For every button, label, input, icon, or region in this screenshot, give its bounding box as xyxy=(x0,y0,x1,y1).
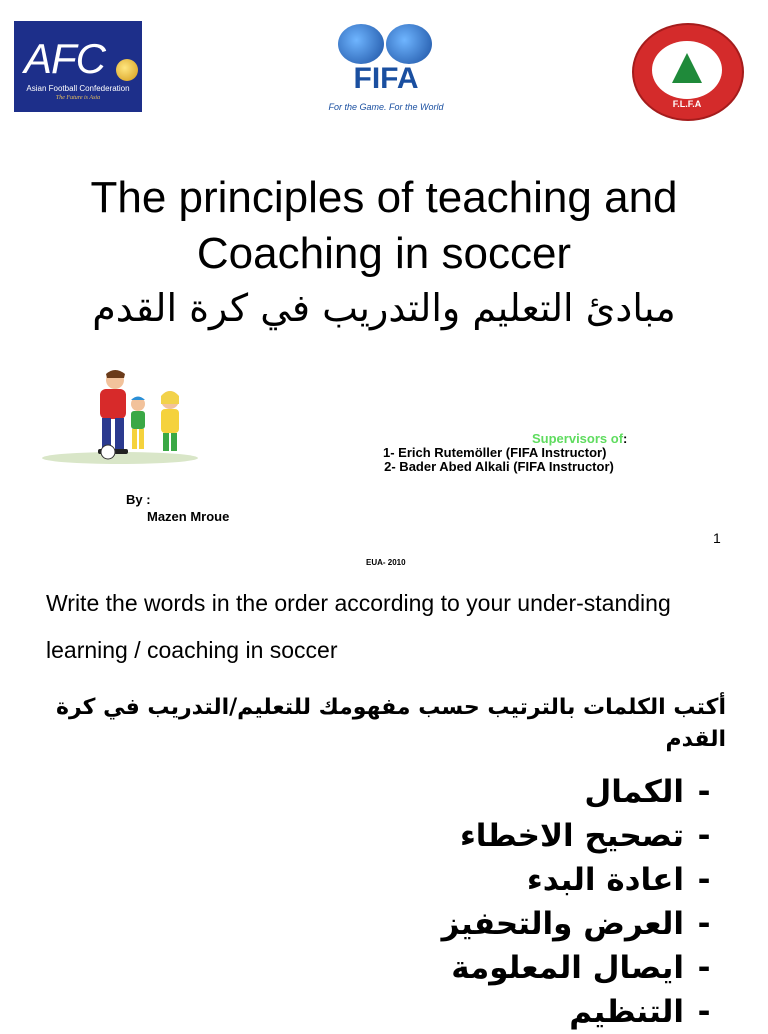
afc-logo-text: AFC xyxy=(24,35,105,82)
fifa-logo xyxy=(308,20,464,115)
globe-icon xyxy=(386,24,432,64)
fifa-logo-word: FIFA xyxy=(353,62,419,95)
supervisors-heading xyxy=(532,431,627,446)
list-item-text: التنظيم xyxy=(569,994,684,1030)
page-number: 1 xyxy=(713,530,721,546)
flfa-logo xyxy=(626,21,748,121)
list-item xyxy=(300,770,724,814)
instruction-english: Write the words in the order according to your under-standing learning / coaching in soccer xyxy=(46,590,671,663)
list-item-text: اعادة البدء xyxy=(526,862,684,898)
list-item-text: العرض والتحفيز xyxy=(441,906,684,942)
cedar-tree-icon xyxy=(672,53,702,83)
word-list xyxy=(300,770,724,1034)
list-item-text: تصحيح الاخطاء xyxy=(459,818,684,854)
title-english: The principles of teaching and Coaching in soccer xyxy=(90,173,678,278)
list-dash: - xyxy=(697,774,711,810)
globe-icon xyxy=(338,24,384,64)
author-name: Mazen Mroue xyxy=(147,509,230,524)
soccer-ball-icon xyxy=(116,59,138,81)
list-item xyxy=(300,858,724,902)
list-item-text: الكمال xyxy=(584,774,684,810)
list-item xyxy=(300,946,724,990)
list-item xyxy=(300,814,724,858)
list-item-text: ايصال المعلومة xyxy=(451,950,684,986)
supervisors-heading-colon: : xyxy=(623,431,628,446)
event-label: EUA- 2010 xyxy=(366,558,406,567)
list-item xyxy=(300,990,724,1034)
instruction-arabic: أكتب الكلمات بالترتيب حسب مفهومك للتعليم/التدريب في كرة القدم xyxy=(55,695,726,752)
list-dash: - xyxy=(697,818,711,854)
coach-with-children-illustration xyxy=(40,366,200,466)
flfa-logo-abbr: F.L.F.A xyxy=(672,99,702,109)
afc-logo-motto: The Future is Asia xyxy=(55,95,101,101)
afc-logo-name: Asian Football Confederation xyxy=(26,84,130,93)
list-dash: - xyxy=(697,906,711,942)
fifa-logo-slogan: For the Game. For the World xyxy=(328,102,444,112)
supervisors-heading-text: Supervisors of xyxy=(532,431,624,446)
list-dash: - xyxy=(697,994,711,1030)
list-dash: - xyxy=(697,862,711,898)
title-arabic: مبادئ التعليم والتدريب في كرة القدم xyxy=(92,286,676,330)
by-label: By : xyxy=(126,492,151,507)
supervisor-2: 2- Bader Abed Alkali (FIFA Instructor) xyxy=(384,459,614,474)
list-dash: - xyxy=(697,950,711,986)
list-item xyxy=(300,902,724,946)
afc-logo xyxy=(14,21,142,112)
supervisor-1: 1- Erich Rutemöller (FIFA Instructor) xyxy=(383,445,607,460)
